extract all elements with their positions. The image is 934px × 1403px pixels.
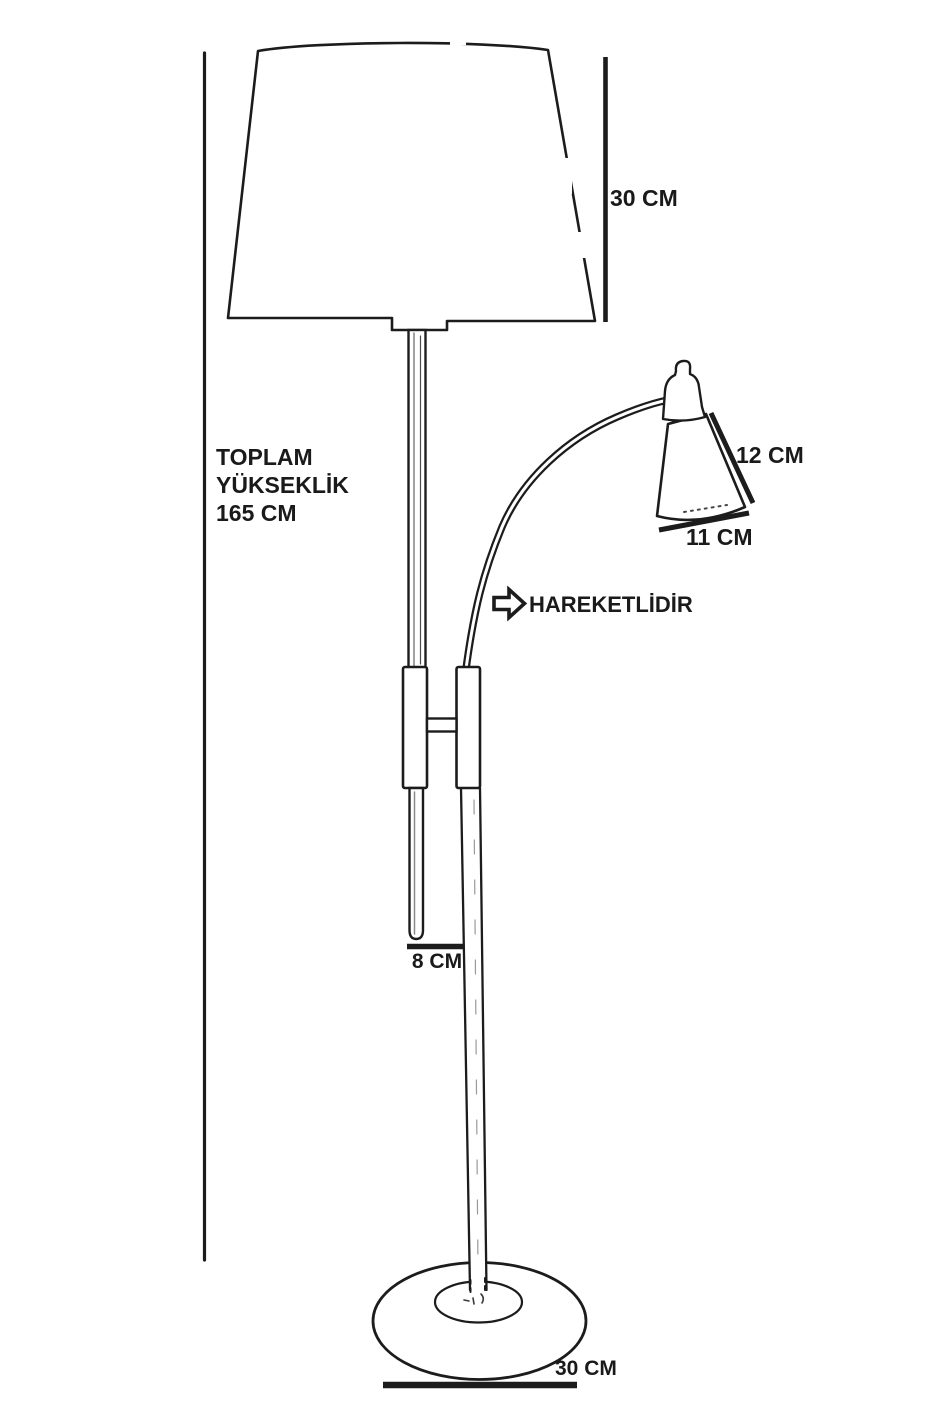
label-movable-note: HAREKETLİDİR [529,592,693,617]
h-joint [403,667,480,788]
lower-tube [461,788,487,1292]
reading-lamp-socket [663,361,705,421]
label-total-height-line1: TOPLAM [216,444,313,470]
reading-lamp-cone [657,414,745,520]
label-spot-shade-length: 12 CM [736,442,804,468]
label-total-height-line2: YÜKSEKLİK [216,472,349,498]
movable-arrow-icon [494,590,525,618]
sketch-gap-top [450,36,466,45]
sketch-gap-right2 [574,232,587,258]
label-spot-shade-width: 11 CM [686,524,753,550]
label-base-width: 30 CM [555,1357,617,1380]
label-total-height [216,443,349,527]
label-lower-rod-length: 8 CM [411,950,463,973]
lower-rod [410,788,424,939]
label-shade-height: 30 CM [610,185,678,211]
main-pole [409,330,426,668]
main-lampshade [228,36,595,330]
sketch-gap-right [559,158,572,194]
gooseneck-arm [466,400,668,669]
label-total-height-line3: 165 CM [216,500,297,526]
h-joint-left-sleeve [403,667,427,788]
reading-lamp-head [657,361,745,520]
h-joint-crossbar [427,719,457,732]
h-joint-right-sleeve [457,667,481,788]
